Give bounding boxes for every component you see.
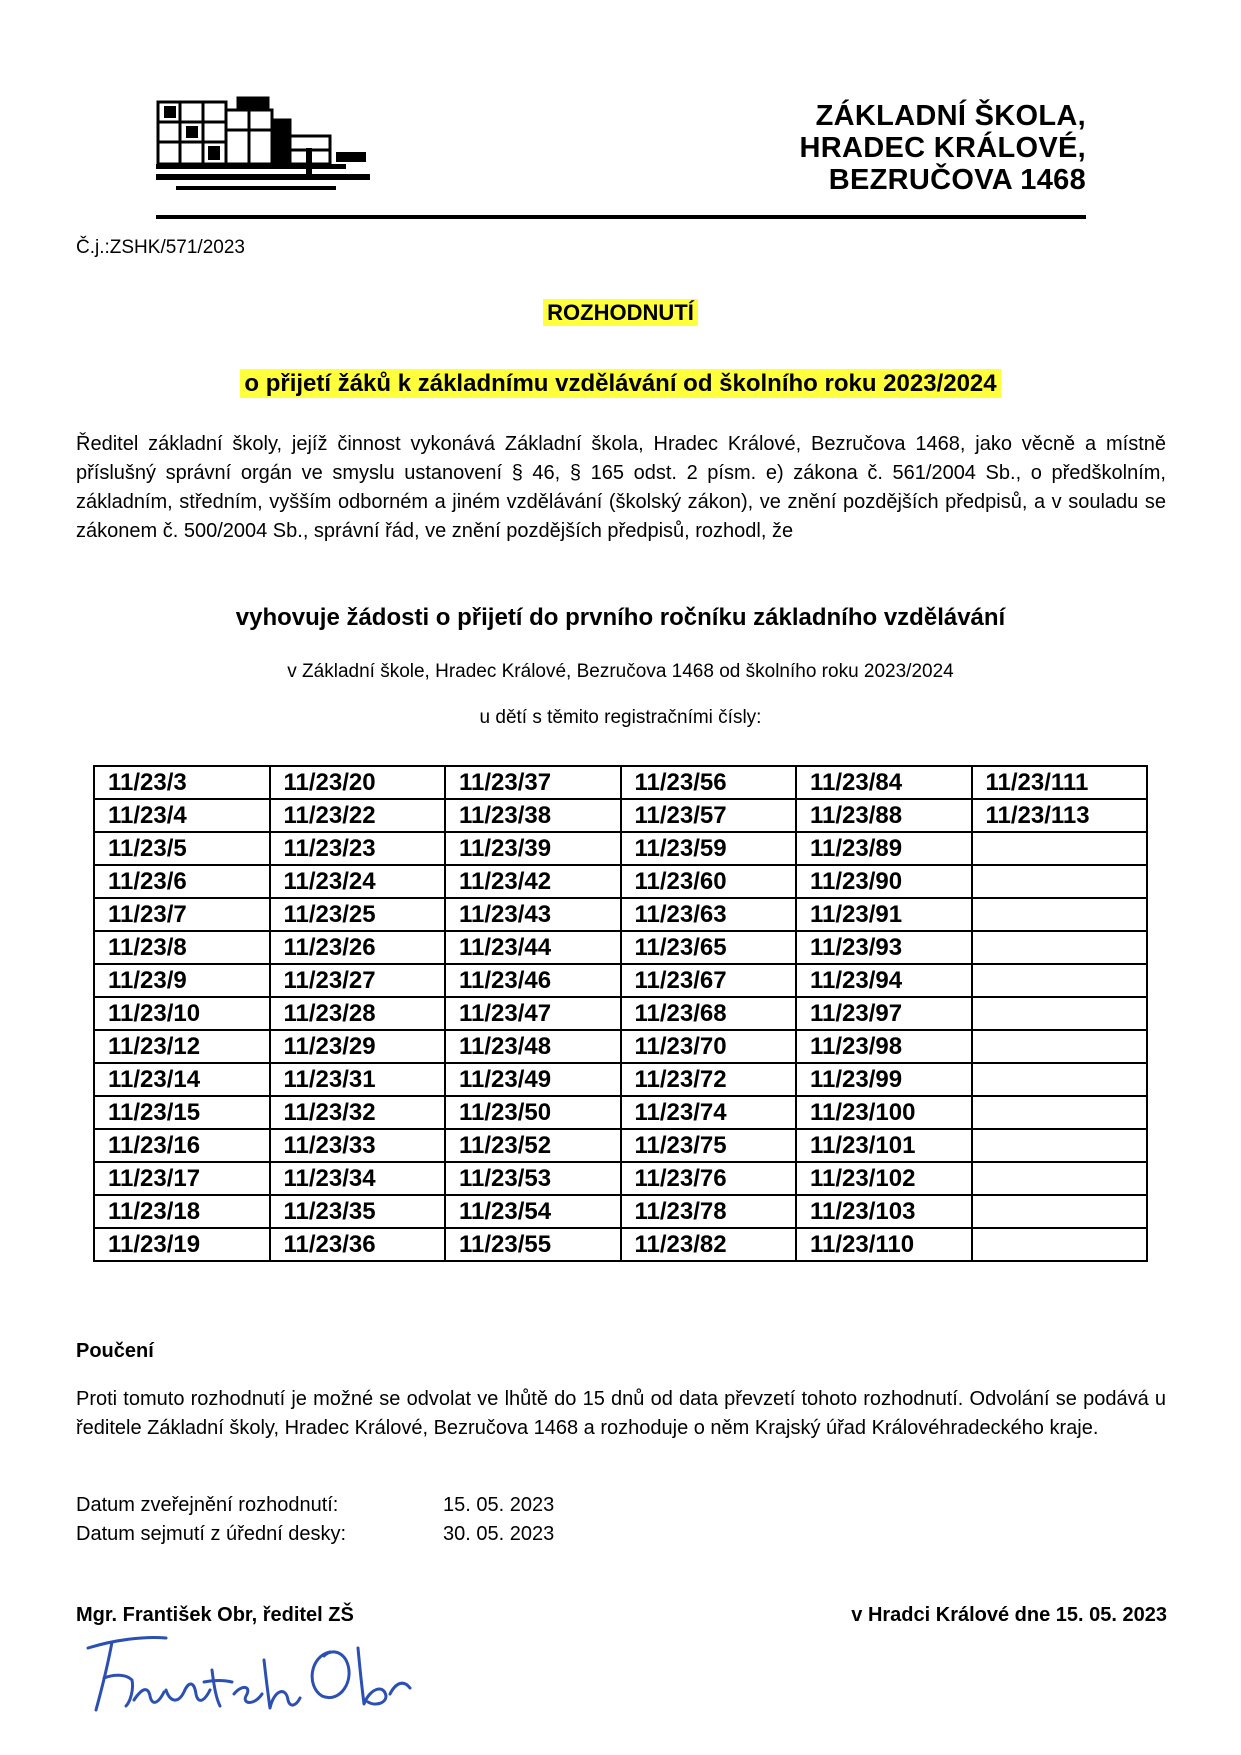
table-cell: 11/23/34 [270, 1162, 446, 1195]
table-cell: 11/23/22 [270, 799, 446, 832]
table-cell: 11/23/25 [270, 898, 446, 931]
table-cell: 11/23/102 [796, 1162, 972, 1195]
table-cell [972, 1228, 1148, 1261]
table-cell: 11/23/24 [270, 865, 446, 898]
table-cell: 11/23/43 [445, 898, 621, 931]
table-cell: 11/23/26 [270, 931, 446, 964]
instruction-title: Poučení [76, 1340, 154, 1362]
table-cell: 11/23/49 [445, 1063, 621, 1096]
reference-number: Č.j.:ZSHK/571/2023 [76, 237, 245, 258]
school-name-line3: BEZRUČOVA 1468 [828, 164, 1086, 196]
table-cell: 11/23/20 [270, 766, 446, 799]
document-title: ROZHODNUTÍ [543, 299, 698, 326]
table-cell: 11/23/37 [445, 766, 621, 799]
table-cell: 11/23/111 [972, 766, 1148, 799]
table-cell: 11/23/101 [796, 1129, 972, 1162]
document-subtitle: o přijetí žáků k základnímu vzdělávání od školního roku 2023/2024 [240, 369, 1000, 398]
intro-paragraph [76, 430, 1166, 546]
table-cell: 11/23/48 [445, 1030, 621, 1063]
table-cell: 11/23/12 [94, 1030, 270, 1063]
table-cell: 11/23/56 [621, 766, 797, 799]
removed-value: 30. 05. 2023 [443, 1523, 555, 1545]
table-cell [972, 1195, 1148, 1228]
table-cell: 11/23/23 [270, 832, 446, 865]
table-cell [972, 964, 1148, 997]
decision-school-line: v Základní škole, Hradec Králové, Bezručova 1468 od školního roku 2023/2024 [287, 661, 954, 682]
table-row [94, 1096, 1147, 1129]
table-row [94, 766, 1147, 799]
table-cell: 11/23/44 [445, 931, 621, 964]
table-cell [972, 1096, 1148, 1129]
table-cell: 11/23/97 [796, 997, 972, 1030]
registration-table [93, 765, 1148, 1262]
table-cell: 11/23/93 [796, 931, 972, 964]
table-cell [972, 1162, 1148, 1195]
table-cell: 11/23/54 [445, 1195, 621, 1228]
table-cell: 11/23/98 [796, 1030, 972, 1063]
table-row [94, 832, 1147, 865]
table-cell: 11/23/47 [445, 997, 621, 1030]
table-cell: 11/23/113 [972, 799, 1148, 832]
table-cell: 11/23/57 [621, 799, 797, 832]
table-row [94, 1129, 1147, 1162]
table-cell [972, 1129, 1148, 1162]
table-cell [972, 997, 1148, 1030]
table-cell: 11/23/46 [445, 964, 621, 997]
table-cell: 11/23/32 [270, 1096, 446, 1129]
table-cell: 11/23/38 [445, 799, 621, 832]
school-name [800, 100, 1086, 196]
school-name-line1: ZÁKLADNÍ ŠKOLA, [815, 100, 1086, 132]
table-cell: 11/23/29 [270, 1030, 446, 1063]
table-cell: 11/23/103 [796, 1195, 972, 1228]
table-cell: 11/23/82 [621, 1228, 797, 1261]
table-cell: 11/23/100 [796, 1096, 972, 1129]
table-cell: 11/23/8 [94, 931, 270, 964]
table-row [94, 1162, 1147, 1195]
table-cell: 11/23/27 [270, 964, 446, 997]
place-and-date: v Hradci Králové dne 15. 05. 2023 [851, 1604, 1167, 1626]
table-cell: 11/23/39 [445, 832, 621, 865]
table-cell: 11/23/70 [621, 1030, 797, 1063]
table-cell: 11/23/55 [445, 1228, 621, 1261]
signer-name: Mgr. František Obr, ředitel ZŠ [76, 1604, 354, 1626]
table-row [94, 997, 1147, 1030]
intro-text: Ředitel základní školy, jejíž činnost vykonává Základní škola, Hradec Králové, Bezručova 1468, jako věcně a místně příslušný správní orgán ve smyslu ustanovení § 46, § 165 odst. 2 písm. e) zákona č. 561/2004 Sb., o předškolním, základním, středním, vyšším odborném a jiném vzdělávání (školský zákon), ve znění pozdějších předpisů, a v souladu se zákonem č. 500/2004 Sb., správní řád, ve znění pozdějších předpisů, rozhodl, že [76, 433, 1166, 542]
table-cell: 11/23/14 [94, 1063, 270, 1096]
table-cell: 11/23/35 [270, 1195, 446, 1228]
document-title-wrap [0, 300, 1241, 326]
table-cell: 11/23/110 [796, 1228, 972, 1261]
table-cell: 11/23/9 [94, 964, 270, 997]
table-cell: 11/23/3 [94, 766, 270, 799]
table-cell [972, 865, 1148, 898]
table-cell: 11/23/36 [270, 1228, 446, 1261]
table-cell: 11/23/18 [94, 1195, 270, 1228]
table-row [94, 1030, 1147, 1063]
table-cell: 11/23/75 [621, 1129, 797, 1162]
table-cell: 11/23/10 [94, 997, 270, 1030]
table-cell: 11/23/4 [94, 799, 270, 832]
removed-label: Datum sejmutí z úřední desky: [76, 1523, 347, 1545]
table-cell: 11/23/74 [621, 1096, 797, 1129]
document-subtitle-wrap [0, 370, 1241, 398]
table-cell: 11/23/91 [796, 898, 972, 931]
table-cell: 11/23/17 [94, 1162, 270, 1195]
published-label: Datum zveřejnění rozhodnutí: [76, 1494, 339, 1516]
table-cell: 11/23/7 [94, 898, 270, 931]
table-row [94, 865, 1147, 898]
header-divider [156, 215, 1086, 219]
table-cell: 11/23/84 [796, 766, 972, 799]
table-cell [972, 1063, 1148, 1096]
table-row [94, 1195, 1147, 1228]
table-cell: 11/23/63 [621, 898, 797, 931]
table-cell: 11/23/99 [796, 1063, 972, 1096]
table-cell [972, 931, 1148, 964]
table-row [94, 1228, 1147, 1261]
table-cell [972, 832, 1148, 865]
table-cell: 11/23/42 [445, 865, 621, 898]
table-cell: 11/23/67 [621, 964, 797, 997]
table-cell: 11/23/68 [621, 997, 797, 1030]
table-cell: 11/23/15 [94, 1096, 270, 1129]
school-building-icon [156, 96, 370, 206]
table-row [94, 799, 1147, 832]
table-cell: 11/23/65 [621, 931, 797, 964]
table-cell: 11/23/72 [621, 1063, 797, 1096]
table-cell: 11/23/33 [270, 1129, 446, 1162]
table-cell: 11/23/52 [445, 1129, 621, 1162]
decision-intro-line: u dětí s těmito registračními čísly: [479, 707, 762, 728]
table-cell: 11/23/76 [621, 1162, 797, 1195]
date-row-removed [76, 1520, 554, 1549]
table-cell: 11/23/60 [621, 865, 797, 898]
table-cell: 11/23/90 [796, 865, 972, 898]
table-cell: 11/23/28 [270, 997, 446, 1030]
table-row [94, 964, 1147, 997]
table-cell: 11/23/89 [796, 832, 972, 865]
handwritten-signature [74, 1630, 414, 1720]
table-cell: 11/23/88 [796, 799, 972, 832]
table-cell: 11/23/5 [94, 832, 270, 865]
table-cell: 11/23/94 [796, 964, 972, 997]
decision-statement: vyhovuje žádosti o přijetí do prvního ročníku základního vzdělávání [235, 604, 1006, 631]
table-cell: 11/23/19 [94, 1228, 270, 1261]
table-row [94, 1063, 1147, 1096]
instruction-text: Proti tomuto rozhodnutí je možné se odvolat ve lhůtě do 15 dnů od data převzetí tohoto rozhodnutí. Odvolání se podává u ředitele Základní školy, Hradec Králové, Bezručova 1468 a rozhoduje o něm Krajský úřad Královéhradeckého kraje. [76, 1388, 1166, 1439]
dates-block [76, 1491, 554, 1549]
table-cell: 11/23/50 [445, 1096, 621, 1129]
table-cell [972, 898, 1148, 931]
school-name-line2: HRADEC KRÁLOVÉ, [799, 132, 1086, 164]
table-cell: 11/23/59 [621, 832, 797, 865]
table-cell: 11/23/6 [94, 865, 270, 898]
table-cell: 11/23/16 [94, 1129, 270, 1162]
table-row [94, 898, 1147, 931]
published-value: 15. 05. 2023 [443, 1494, 555, 1516]
date-row-published [76, 1491, 554, 1520]
table-row [94, 931, 1147, 964]
table-cell: 11/23/31 [270, 1063, 446, 1096]
table-cell [972, 1030, 1148, 1063]
table-cell: 11/23/78 [621, 1195, 797, 1228]
table-cell: 11/23/53 [445, 1162, 621, 1195]
